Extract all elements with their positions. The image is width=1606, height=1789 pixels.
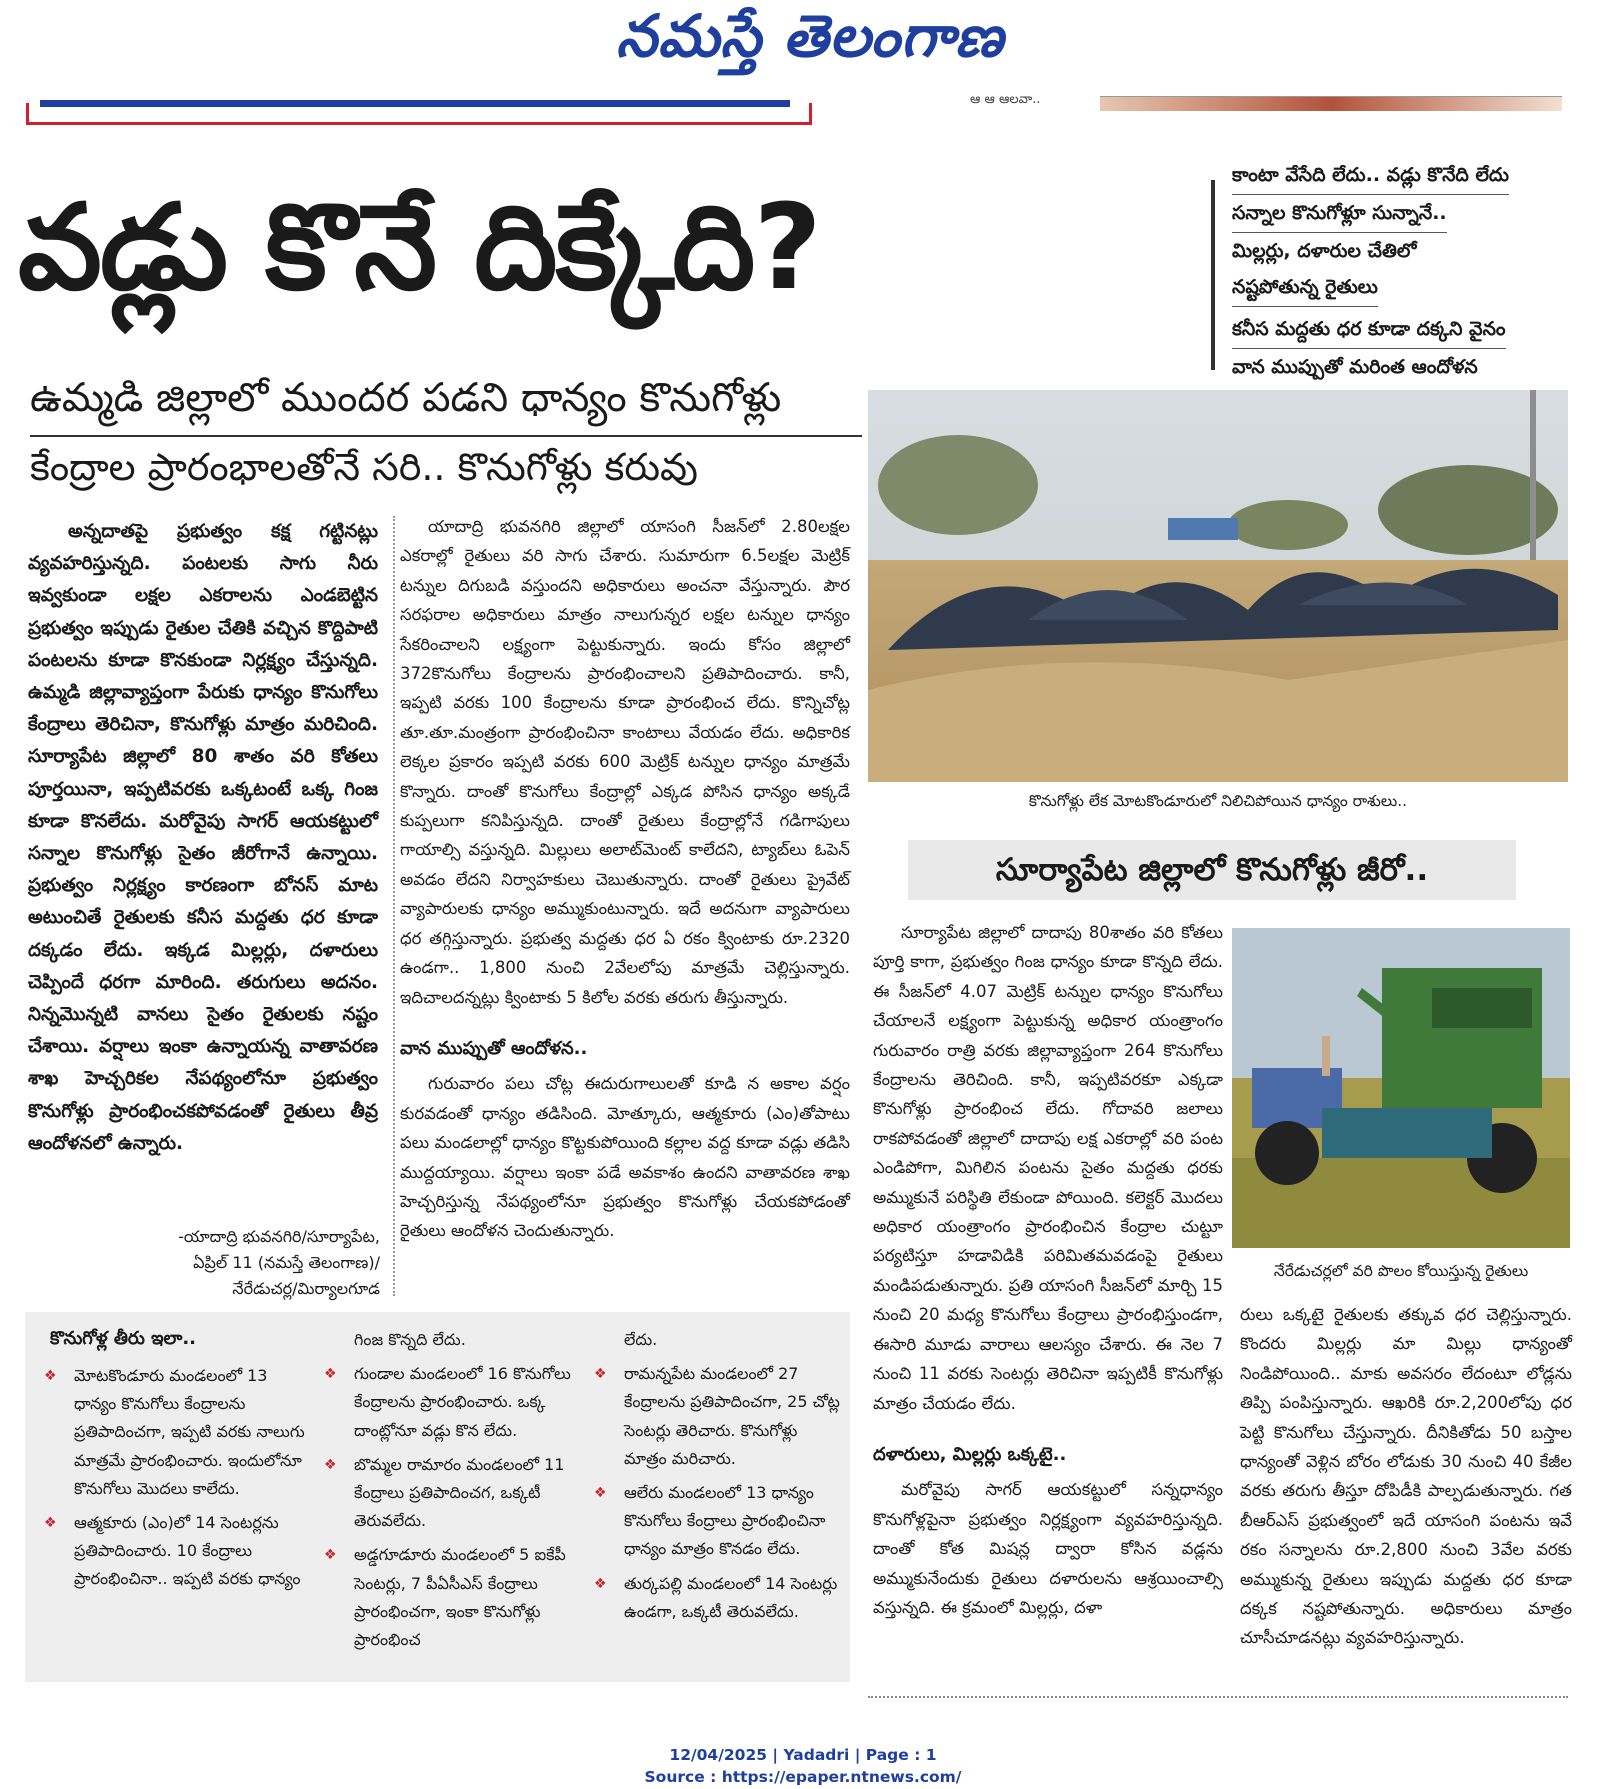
sidebar-point: కాంటా వేసేది లేదు.. వడ్లు కొనేది లేదు (1232, 164, 1509, 195)
bottom-divider (868, 1696, 1568, 1698)
harvester-photo (1232, 928, 1570, 1248)
bullet-icon: ❖ (44, 1515, 57, 1532)
main-headline: వడ్లు కొనే దిక్కేది? (18, 178, 820, 316)
bullet-icon: ❖ (324, 1456, 337, 1473)
section-banner: సూర్యాపేట జిల్లాలో కొనుగోళ్లు జీరో.. (908, 840, 1516, 900)
box-column-2 (320, 1326, 580, 1660)
box-list-item (590, 1570, 840, 1626)
previous-article-photo-strip (1100, 96, 1562, 111)
box-list-item (40, 1509, 310, 1594)
sidebar-point: కనీస మద్దతు ధర కూడా దక్కని వైనం (1232, 318, 1506, 349)
box-list-item (590, 1360, 840, 1473)
suryapet-column (873, 918, 1223, 1622)
footer-source-link[interactable]: Source : https://epaper.ntnews.com/ (644, 1768, 962, 1786)
footer-date-edition: 12/04/2025 | Yadadri | Page : 1 (669, 1746, 937, 1764)
box-list-text: అడ్డగూడూరు మండలంలో 5 ఐకేపీ సెంటర్లు, 7 పీఏసీఎస్ కేంద్రాలు ప్రారంభించగా, ఇంకా కొనుగోళ్లు ప్రారంభించ (354, 1545, 566, 1650)
body-paragraph: గురువారం పలు చోట్ల ఈదురుగాలులతో కూడి న అకాల వర్షం కురవడంతో ధాన్యం తడిసింది. మోత్కూరు, ఆత్మకూరు (ఎం)తోపాటు పలు మండలాల్లో ధాన్యం కొట్టకుపోయింది కల్లాల వద్ద కూడా వడ్లు తడిసి ముద్దయ్యాయి. వర్షాలు ఇంకా పడే అవకాశం ఉందని వాతావరణ శాఖ హెచ్చరిస్తున్న నేపథ్యంలోనూ ప్రభుత్వం కొనుగోళ్లు చేయకపోడంతో రైతులు ఆందోళన చెందుతున్నారు. (400, 1074, 850, 1241)
body-column (400, 512, 850, 1246)
body-subheading: వాన ముప్పుతో ఆందోళన.. (400, 1037, 588, 1059)
photo-caption: నేరేడుచర్లలో వరి పొలం కోయిస్తున్న రైతులు (1273, 1262, 1529, 1280)
bullet-icon: ❖ (594, 1575, 607, 1592)
sidebar-point: నష్టపోతున్న రైతులు (1232, 276, 1378, 307)
sidebar-divider (1211, 180, 1215, 370)
masthead-blue-rule (40, 100, 790, 107)
box-list-text: బొమ్మల రామారం మండలంలో 11 కేంద్రాలు ప్రతిపాదించగ, ఒక్కటీ తెరువలేదు. (354, 1454, 565, 1531)
photo-caption: కొనుగోళ్లు లేక మోటకొండూరులో నిలిచిపోయిన ధాన్యం రాశులు.. (1028, 792, 1408, 810)
box-list-text: ఆలేరు మండలంలో 13 ధాన్యం కొనుగోలు కేంద్రాలు ప్రారంభించినా ధాన్యం మాత్రం కొనడం లేదు. (624, 1483, 826, 1559)
body-paragraph: యాదాద్రి భువనగిరి జిల్లాలో యాసంగి సీజన్‌లో 2.80లక్షల ఎకరాల్లో రైతులు వరి సాగు చేశారు. సుమారుగా 6.5లక్షల మెట్రిక్ టన్నుల దిగుబడి వస్తుందని అధికారులు అంచనా వేస్తున్నారు. పౌర సరఫరాల అధికారులు మాత్రం నాలుగున్నర లక్షల టన్నుల ధాన్యం సేకరించాలని లక్ష్యంగా పెట్టుకున్నారు. ఇందు కోసం జిల్లాలో 372కొనుగోలు కేంద్రాలను ప్రారంభించాలని ప్రతిపాదించారు. కానీ, ఇప్పటి వరకు 100 కేంద్రాలను కూడా ప్రారంభించ లేదు. కొన్నిచోట్ల తూ.తూ.మంత్రంగా ప్రారంభించినా కాంటాలు వేయడం లేదు. అధికారిక లెక్కల ప్రకారం ఇప్పటి వరకు 600 మెట్రిక్ టన్నుల ధాన్యం మాత్రమే కొన్నారు. దాంతో కొనుగోలు కేంద్రాల్లో ఎక్కడ పోసిన ధాన్యం అక్కడే కుప్పలుగా కనిపిస్తున్నది. దాంతో రైతులు కేంద్రాల్లోనే గడిగాపులు గాయాల్సి వస్తున్నది. మిల్లులు అలాట్‌మెంట్ కాలేదని, ట్యాబ్‌లు ఓపెన్ అవడం లేదని నిర్వాహకులు చెబుతున్నారు. దాంతో రైతులు ప్రైవేట్ వ్యాపారులకు ధాన్యం అమ్ముకుంటున్నారు. ఇదే అదనుగా వ్యాపారులు ధర తగ్గిస్తున్నారు. ప్రభుత్వ మద్దతు ధర ఏ రకం క్వింటాకు రూ.2320 ఉండగా.. 1,800 నుంచి 2వేలలోపు మాత్రమే చెల్లిస్తున్నారు. ఇదిచాలదన్నట్లు క్వింటాకు 5 కిలోల వరకు తరుగు తీస్తున్నారు. (400, 517, 850, 1007)
continuation-column (1240, 1300, 1572, 1653)
lead-column (28, 516, 378, 1160)
bullet-icon: ❖ (324, 1366, 337, 1383)
box-title: కొనుగోళ్ల తీరు ఇలా.. (50, 1328, 196, 1349)
masthead-logo: నమస్తే తెలంగాణ (616, 2, 1004, 70)
sidebar-point: సన్నాల కొనుగోళ్లూ సున్నానే.. (1232, 202, 1447, 233)
bullet-icon: ❖ (594, 1485, 607, 1502)
sidebar-point: మిల్లర్లు, దళారుల చేతిలో (1232, 240, 1417, 262)
sidebar-point: వాన ముప్పుతో మరింత ఆందోళన (1232, 356, 1478, 378)
box-column-3 (590, 1326, 840, 1632)
body-paragraph: రులు ఒక్కటై రైతులకు తక్కువ ధర చెల్లిస్తున్నారు. కొందరు మిల్లర్లు మా మిల్లు ధాన్యంతో నిండిపోయింది.. మాకు అవసరం లేదంటూ లోడ్లను తిప్పి పంపిస్తున్నారు. ఆఖరికి రూ.2,200లోపు ధర పెట్టి కొనుగోలు చేస్తున్నారు. దీనికితోడు 50 బస్తాల ధాన్యంతో వెళ్లిన బోరం లోడుకు 30 నుంచి 40 కేజీల వరకు తరుగు తీస్తూ దోపిడీకి పాల్పడుతున్నారు. గత బీఆర్‌ఎస్ ప్రభుత్వంలో ఇదే యాసంగి పంటను ఇవే రకం సన్నాలను రూ.2,800 నుంచి 3వేల వరకు అమ్ముకున్న రైతులు ఇప్పుడు మద్దతు ధర కూడా దక్కక నష్టపోతున్నారు. అధికారులు మాత్రం చూసీచూడనట్లు వ్యవహరిస్తున్నారు. (1240, 1305, 1572, 1648)
subheadline-1: ఉమ్మడి జిల్లాలో ముందర పడని ధాన్యం కొనుగోళ్లు (30, 375, 782, 421)
box-list-text: గుండాల మండలంలో 16 కొనుగోలు కేంద్రాలను ప్రారంభించారు. ఒక్క దాంట్లోనూ వడ్లు కొన లేదు. (354, 1364, 571, 1440)
bullet-icon: ❖ (594, 1366, 607, 1383)
box-list-text: రామన్నపేట మండలంలో 27 కేంద్రాలను ప్రతిపాదించగా, 25 చోట్ల సెంటర్లు తెరిచారు. కొనుగోళ్లు మాత్రం మరిచారు. (624, 1364, 840, 1468)
subheadline-2: కేంద్రాల ప్రారంభాలతోనే సరి.. కొనుగోళ్లు కరువు (30, 445, 698, 489)
box-list-item (320, 1451, 580, 1536)
grain-heaps-photo (868, 390, 1568, 782)
box-list-item (320, 1360, 580, 1445)
box-column-1 (40, 1362, 310, 1600)
box-list-item (320, 1541, 580, 1654)
box-list-continuation: గింజ కొన్నది లేదు. (354, 1330, 466, 1349)
dateline (40, 1224, 380, 1302)
dateline-line: -యాదాద్రి భువనగిరి/సూర్యాపేట, (178, 1227, 380, 1246)
box-list-item (40, 1362, 310, 1503)
subheadline-divider (30, 435, 862, 437)
dateline-line: ఏప్రిల్ 11 (నమస్తే తెలంగాణ)/ (193, 1253, 380, 1272)
previous-article-snippet: ఆ ఆ ఆలవా.. (970, 92, 1041, 107)
box-list-continuation: లేదు. (624, 1330, 658, 1349)
box-list-text: మోటకొండూరు మండలంలో 13 ధాన్యం కొనుగోలు కేంద్రాలను ప్రతిపాదించగా, ఇప్పటి వరకు నాలుగు మాత్రమే ప్రారంభించారు. ఇందులోనూ కొనుగోలు మొదలు కాలేదు. (74, 1366, 305, 1498)
bullet-icon: ❖ (324, 1547, 337, 1564)
footer (0, 1744, 1606, 1788)
box-list-text: ఆత్మకూరు (ఎం)లో 14 సెంటర్లను ప్రతిపాదించారు. 10 కేంద్రాలు ప్రారంభించినా.. ఇప్పటి వరకు ధాన్యం (74, 1513, 301, 1589)
box-list-text: తుర్కపల్లి మండలంలో 14 సెంటర్లు ఉండగా, ఒక్కటీ తెరువలేదు. (624, 1573, 838, 1621)
body-paragraph: మరోవైపు సాగర్ ఆయకట్టులో సన్నధాన్యం కొనుగోళ్లపైనా ప్రభుత్వం నిర్లక్ష్యంగా వ్యవహరిస్తున్నది. దాంతో కోత మిషన్ల ద్వారా కోసిన వడ్లను అమ్ముకునేందుకు రైతులు దళారులను ఆశ్రయించాల్సి వస్తున్నది. ఈ క్రమంలో మిల్లర్లు, దళా (873, 1480, 1223, 1617)
dateline-line: నేరేడుచర్ల/మిర్యాలగూడ (232, 1279, 380, 1298)
bullet-icon: ❖ (44, 1368, 57, 1384)
column-divider (393, 516, 395, 1296)
box-list-item (590, 1479, 840, 1564)
body-paragraph: సూర్యాపేట జిల్లాలో దాదాపు 80శాతం వరి కోతలు పూర్తి కాగా, ప్రభుత్వం గింజ ధాన్యం కూడా కొన్నది లేదు. ఈ సీజన్‌లో 4.07 మెట్రిక్ టన్నుల ధాన్యం కొనుగోలు చేయాలనే లక్ష్యంగా పెట్టుకున్న అధికార యంత్రాంగం గురువారం రాత్రి వరకు జిల్లావ్యాప్తంగా 264 కొనుగోలు కేంద్రాలను తెరిచింది. కానీ, ఇప్పటివరకూ ఎక్కడా కొనుగోళ్లు ప్రారంభించ లేదు. గోదావరి జలాలు రాకపోవడంతో జిల్లాలో దాదాపు లక్ష ఎకరాల్లో వరి పంట ఎండిపోగా, మిగిలిన పంటను సైతం మద్దతు ధరకు అమ్ముకునే పరిస్థితి లేకుండా పోయింది. కలెక్టర్ మొదలు అధికార యంత్రాంగం ప్రారంభించిన కేంద్రాల చుట్టూ పర్యటిస్తూ హడావిడికి పరిమితమవడంపై రైతులు మండిపడుతున్నారు. ప్రతి యాసంగి సీజన్‌లో మార్చి 15 నుంచి 20 మధ్య కొనుగోలు కేంద్రాలు ప్రారంభిస్తుండగా, ఈసారి మూడు వారాలు ఆలస్యం చేశారు. ఈ నెల 7 నుంచి 11 వరకు సెంటర్లు తెరిచినా ఇప్పటికీ కొనుగోళ్లు మాత్రం చేయడం లేదు. (873, 923, 1223, 1413)
body-subheading: దళారులు, మిల్లర్లు ఒక్కటై.. (873, 1443, 1067, 1465)
lead-paragraph: అన్నదాతపై ప్రభుత్వం కక్ష గట్టినట్లు వ్యవహరిస్తున్నది. పంటలకు సాగు నీరు ఇవ్వకుండా లక్షల ఎకరాలను ఎండబెట్టిన ప్రభుత్వం ఇప్పుడు రైతుల చేతికి వచ్చిన కొద్దిపాటి పంటలను కూడా కొనకుండా నిర్లక్ష్యం చేస్తున్నది. ఉమ్మడి జిల్లావ్యాప్తంగా పేరుకు ధాన్యం కొనుగోలు కేంద్రాలు తెరిచినా, కొనుగోళ్లు మాత్రం మరిచింది. సూర్యాపేట జిల్లాలో 80 శాతం వరి కోతలు పూర్తయినా, ఇప్పటివరకు ఒక్కటంటే ఒక్క గింజ కూడా కొనలేదు. మరోవైపు సాగర్ ఆయకట్టులో సన్నాల కొనుగోళ్లు సైతం జీరోగానే ఉన్నాయి. ప్రభుత్వం నిర్లక్ష్యం కారణంగా బోనస్ మాట అటుంచితే రైతులకు కనీస మద్దతు ధర కూడా దక్కడం లేదు. ఇక్కడ మిల్లర్లు, దళారులు చెప్పిందే ధరగా మారింది. తరుగులు అదనం. నిన్నమొన్నటి వానలు సైతం రైతులకు నష్టం చేశాయి. వర్షాలు ఇంకా ఉన్నాయన్న వాతావరణ శాఖ హెచ్చరికల నేపథ్యంలోనూ ప్రభుత్వం కొనుగోళ్లు ప్రారంభించకపోవడంతో రైతులు తీవ్ర ఆందోళనలో ఉన్నారు. (28, 521, 378, 1154)
